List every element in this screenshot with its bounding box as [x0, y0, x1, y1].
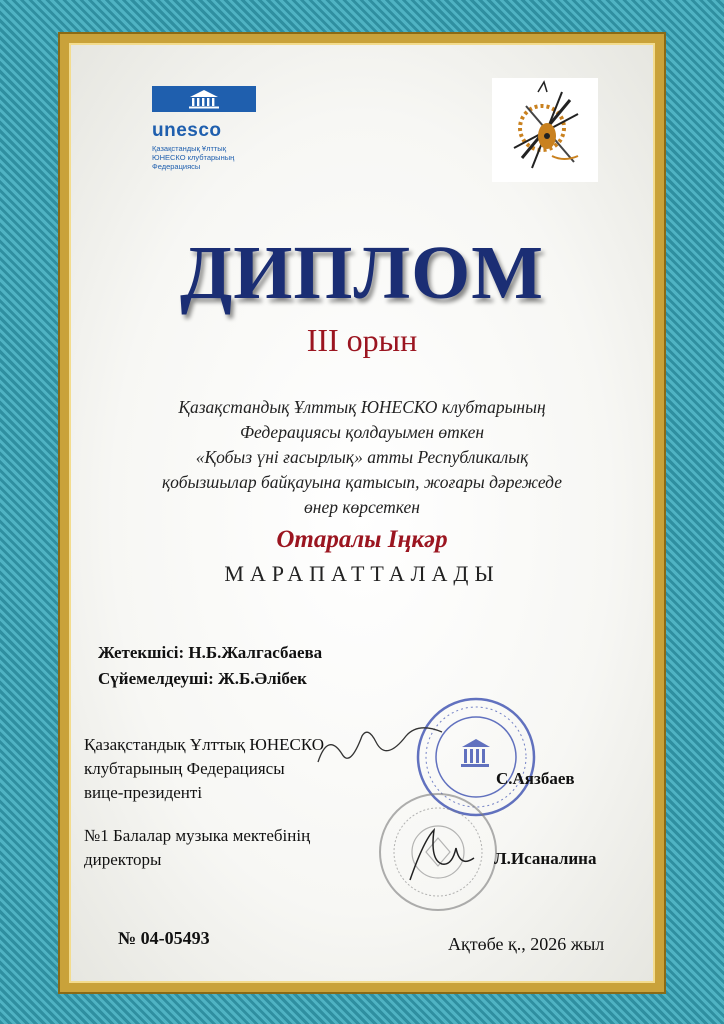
description-line: қобызшылар байқауына қатысып, жоғары дәрежеде: [161, 472, 562, 492]
recipient-name: Отаралы Іңкәр: [276, 526, 448, 553]
description-line: Қазақстандық Ұлттық ЮНЕСКО клубтарының: [178, 397, 546, 417]
accompanist: Сүйемелдеуші: Ж.Б.Әлібек: [98, 669, 307, 688]
unesco-logo: [152, 86, 260, 171]
signatory1-name: С.Аязбаев: [496, 769, 575, 788]
signatory1-title: Қазақстандық Ұлттық ЮНЕСКО клубтарының Федерациясы вице-президенті: [84, 735, 325, 802]
unesco-temple-icon: [152, 86, 256, 112]
diploma-title: ДИПЛОМ: [180, 231, 544, 315]
kobyz-emblem-icon: [492, 78, 598, 182]
awarded-text: МАРАПАТТАЛАДЫ: [224, 561, 500, 586]
place-date: Ақтөбе қ., 2026 жыл: [448, 934, 605, 954]
diploma-number: № 04-05493: [118, 928, 210, 948]
place-rank: III орын: [306, 322, 418, 358]
description-line: Федерациясы қолдауымен өткен: [239, 422, 485, 442]
kobyz-emblem: [492, 78, 598, 182]
supervisor: Жетекшісі: Н.Б.Жалгасбаева: [98, 643, 323, 662]
signatory2-title: №1 Балалар музыка мектебінің директоры: [84, 826, 311, 869]
unesco-subtitle: Қазақстандық Ұлттық ЮНЕСКО клубтарының Федерациясы: [152, 144, 235, 171]
description-line: «Қобыз үні ғасырлық» атты Республикалық: [195, 447, 529, 467]
signatory2-name: Л.Исаналина: [494, 849, 597, 868]
award-description: [110, 395, 614, 520]
supervisors-block: [98, 640, 322, 692]
signature-icon: [400, 820, 480, 890]
description-line: өнер көрсеткен: [304, 497, 420, 517]
unesco-wordmark: unesco: [152, 120, 222, 141]
signature-icon: [310, 722, 450, 782]
